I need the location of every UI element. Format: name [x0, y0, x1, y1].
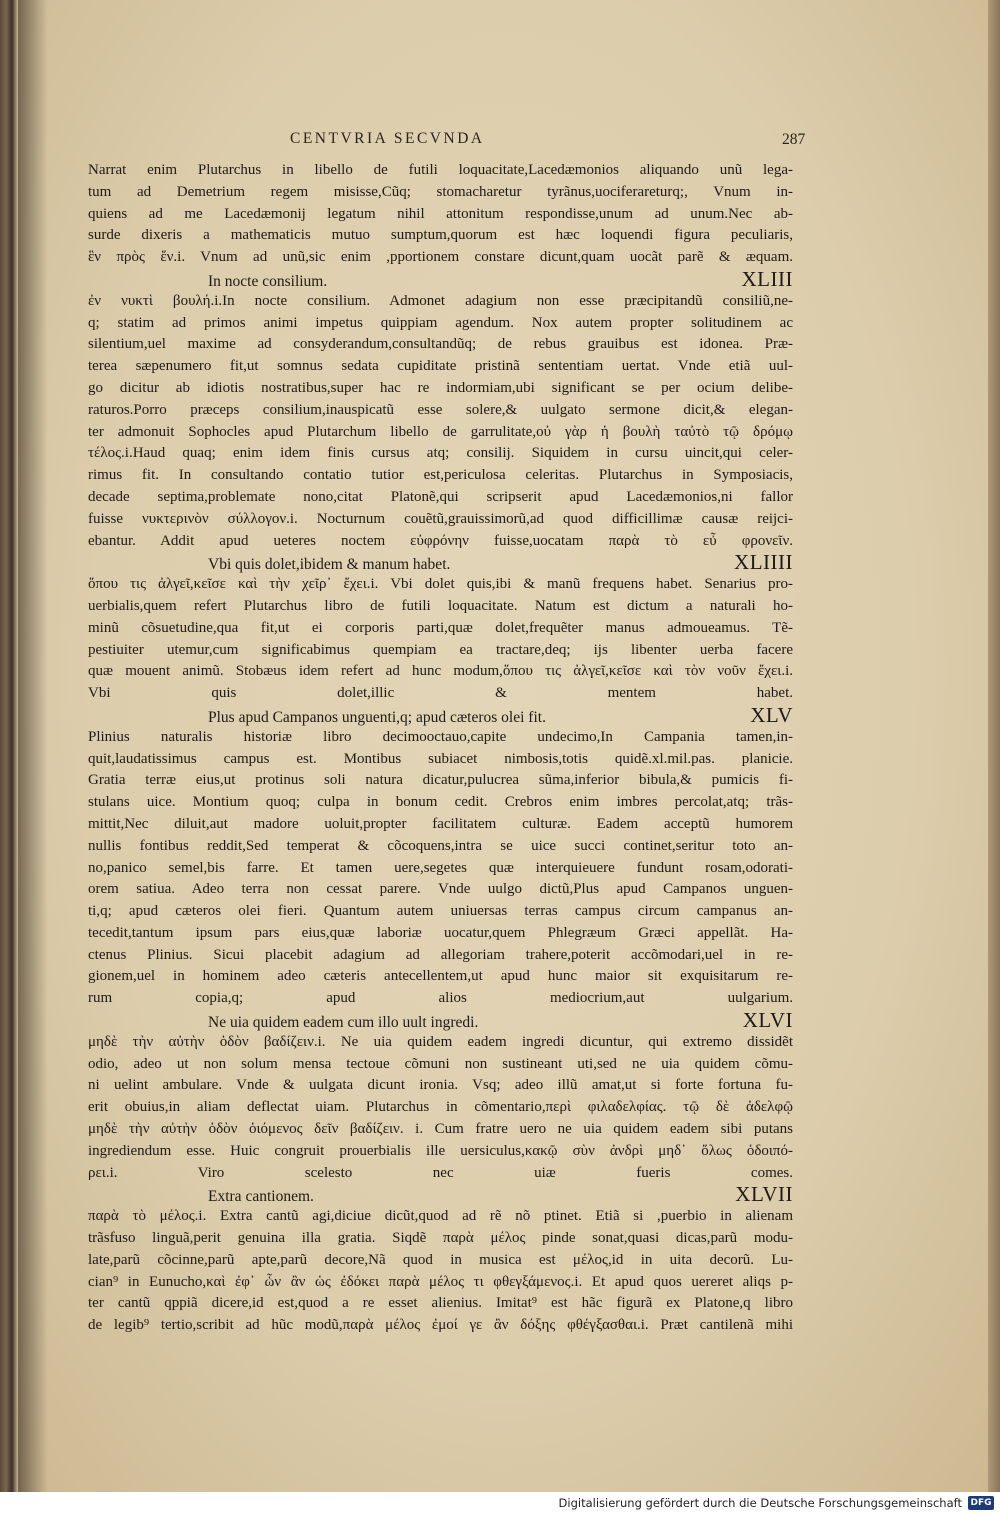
footer-bar: [0, 1492, 1000, 1515]
text-line: minũ cõsuetudine,qua fit,ut ei corporis parti,quæ dolet,frequẽter manus admoueamus. Tẽ-: [88, 619, 793, 636]
adage-number: XLVI: [742, 1008, 793, 1033]
text-line: trãsfuso linguã,perit genuina illa gratia. Siqdẽ παρὰ μέλος pinde sonat,quasi dicas,parũ modu-: [88, 1230, 793, 1247]
adage-number: XLIII: [741, 266, 793, 291]
adage-title: Ne uia quidem eadem cum illo uult ingredi.: [208, 1014, 479, 1032]
text-line: go dicitur ab idiotis nostratibus,super hac re indormiam,ubi significant se per ocium delibe-: [88, 379, 793, 396]
text-line: q; statim ad primos animi impetus quippiam agendum. Nox autem propter solitudinem ac: [88, 314, 793, 331]
text-line: raturos.Porro præceps consilium,inauspicatũ esse solere,& uulgato sermone dicit,& elegan-: [88, 401, 793, 418]
text-line: τέλος.i.Haud quaq; enim idem finis cursus atq; consilĳ. Siquidem in cursu uincit,qui celer-: [88, 445, 793, 462]
text-line: tecedit,tantum ipsum pars eius,quæ laboriæ uocatur,quem Phlegræum Græci appellãt. Ha-: [88, 924, 793, 941]
text-line: tum ad Demetrium regem misisse,Cũq; stomacharetur tyrãnus,uociferareturq;, Vnum in-: [88, 183, 793, 200]
text-line: ρει.i. Viro scelesto nec uiæ fueris comes.: [88, 1164, 793, 1181]
text-line: ni uelint ambulare. Vnde & uulgata dicunt ironia. Vsq; adeo illũ amat,ut si forte fortuna fu-: [88, 1077, 793, 1094]
text-line: no,panico semel,bis farre. Et tamen uere,segetes quæ interquieuere fundunt rosam,odorati-: [88, 859, 793, 876]
text-line: orem satiua. Adeo terra non cessat parere. Vnde uulgo dictũ,Plus apud Campanos unguen-: [88, 881, 793, 898]
text-line: μηδὲ τὴν αὐτὴν ὁδὸν ὁιόμενος δεῖν βαδίζειν. i. Cum fratre uero ne uia quidem eadem sibi putans: [88, 1121, 793, 1138]
text-line: cian⁹ in Eunucho,καὶ ἐφ᾽ ὧν ἂν ὡς ἐδόκει παρὰ μέλος τι φθεγξάμενος.i. Et apud quos uereret aliqs p-: [88, 1273, 793, 1290]
text-line: pestiuiter utemur,cum significabimus quempiam ea tractare,deq; ĳs libenter uerba facere: [88, 641, 793, 658]
text-line: ter admonuit Sophocles apud Plutarchum libello de garrulitate,οὐ γὰρ ἡ βουλὴ ταὐτὸ τῷ δρόμῳ: [88, 423, 793, 440]
text-line: ingrediendum esse. Huic congruit prouerbialis ille uersiculus,κακῷ σὺν ἀνδρὶ μηδ᾽ ὅλως ὁδοιπό-: [88, 1142, 793, 1159]
text-line: ebantur. Addit apud ueteres noctem εὐφρόνην fuisse,uocatam παρὰ τὸ εὖ φρονεῖν.: [88, 532, 793, 549]
text-line: odio, adeo ut non solum mensa tectoue cõmuni non sustineant uti,sed ne uia quidem cõmu-: [88, 1055, 793, 1072]
adage-title: Plus apud Campanos unguenti,q; apud cæteros olei fit.: [208, 708, 546, 726]
page-number: 287: [782, 131, 806, 148]
adage-number: XLVII: [735, 1182, 793, 1207]
text-line: terea sæpenumero fit,ut somnus sedata cupiditate pristinã sententiam uertat. Vnde etiã uul-: [88, 358, 793, 375]
adage-heading: [88, 552, 793, 574]
gutter-shadow: [18, 0, 48, 1492]
text-line: decade septima,problemate nono,citat Platonẽ,qui scripserit apud Lacedæmonios,ni fallor: [88, 488, 793, 505]
text-line: fuisse νυκτερινὸν σύλλογον.i. Nocturnum couẽtũ,grauissimorũ,ad quod difficillimæ causæ reĳci-: [88, 510, 793, 527]
text-line: late,parũ cõcinne,parũ apte,parũ decore,Nã quod in musica est μέλος,id in uita decorũ. Lu-: [88, 1251, 793, 1268]
adage-title: Vbi quis dolet,ibidem & manum habet.: [208, 556, 451, 574]
adage-number: XLV: [750, 702, 793, 727]
text-line: uerbialis,quem refert Plutarchus libro de futili loquacitate. Natum est dictum a naturali ho-: [88, 597, 793, 614]
text-line: ctenus Plinius. Sicui placebit adagium ad allegoriam trahere,poterit accõmodari,uel in re-: [88, 946, 793, 963]
text-line: rimus fit. In consultando contatio tutior est,periculosa celeritas. Plutarchus in Symposiacis,: [88, 467, 793, 484]
text-line: de legib⁹ tertio,scribit ad hũc modũ,παρὰ μέλος ἐμοί γε ἂν δόξης φθέγξασθαι.i. Præt cantilenã mihi: [88, 1317, 793, 1334]
adage-title: Extra cantionem.: [208, 1188, 314, 1206]
footer-credit: Digitalisierung gefördert durch die Deutsche Forschungsgemeinschaft: [558, 1496, 962, 1510]
text-line: quæ mouent animũ. Stobæus idem refert ad hunc modum,ὅπου τις ἀλγεῖ,κεῖσε καὶ τὸν νοῦν ἔχει.i.: [88, 663, 793, 680]
text-line: ti,q; apud cæteros olei fieri. Quantum autem uniuersas terras campus circum campanus an-: [88, 903, 793, 920]
text-line: ἓν πρὸς ἕν.i. Vnum ad unũ,sic enim ,pportionem constare dicunt,quam uocãt parẽ & æquam.: [88, 249, 793, 266]
text-line: Gratia terræ eius,ut protinus soli natura dicatur,pulucrea sũma,inferior bibula,& pumicis fi-: [88, 772, 793, 789]
adage-number: XLIIII: [734, 550, 793, 575]
text-line: rum copia,q; apud alios mediocrium,aut uulgarium.: [88, 990, 793, 1007]
text-line: ὅπου τις ἀλγεῖ,κεῖσε καὶ τὴν χεῖρ᾽ ἔχει.i. Vbi dolet quis,ibi & manũ frequens habet. Senarius pro-: [88, 576, 793, 593]
adage-heading: [88, 266, 793, 291]
adage-heading: [88, 1010, 793, 1032]
running-head: CENTVRIA SECVNDA: [290, 130, 485, 147]
text-line: μηδὲ τὴν αὐτὴν ὁδὸν βαδίζειν.i. Ne uia quidem eadem ingredi dicuntur, qui extremo dissidẽt: [88, 1033, 793, 1050]
text-line: Vbi quis dolet,illic & mentem habet.: [88, 685, 793, 702]
text-line: quit,laudatissimus campus est. Montibus subiacet nimbosis,totis quidẽ.xl.mil.pas. planicie.: [88, 750, 793, 767]
text-line: mittit,Nec diluit,aut madore uoluit,propter facilitatem culturæ. Eadem acceptũ humorem: [88, 815, 793, 832]
text-line: quiens ad me Lacedæmonĳ legatum nihil attonitum respondisse,unum ad unum.Nec ab-: [88, 205, 793, 222]
text-line: erit obuius,in aliam deflectat uiam. Plutarchus in cõmentario,περὶ φιλαδελφίας. τῷ δὲ ἀδελφῷ: [88, 1099, 793, 1116]
text-line: nullis fontibus reddit,Sed temperat & cõcoquens,intra se uice succi continet,seritur toto an-: [88, 837, 793, 854]
text-line: surde dixeris a mathematicis mutuo sumptum,quorum est hæc loquendi figura peculiaris,: [88, 227, 793, 244]
text-line: παρὰ τὸ μέλος.i. Extra cantũ agi,diciue dicũt,quod ad rẽ nõ ptinet. Etiã si ,puerbio in alienam: [88, 1208, 793, 1225]
dfg-logo: DFG: [968, 1496, 994, 1510]
text-line: ter cantũ qppiã dicere,id est,quod a re esset alienius. Imitat⁹ est hãc figurã ex Platone,q libro: [88, 1295, 793, 1312]
adage-heading: [88, 1184, 793, 1206]
adage-heading: [88, 702, 793, 727]
text-line: stulans uice. Montium quoq; culpa in bonum cedit. Crebros enim imbres percolat,atq; trãs-: [88, 794, 793, 811]
text-line: gionem,uel in hominem adeo cæteris antecellentem,ut apud hunc maior sit exquisitarum re-: [88, 968, 793, 985]
adage-title: In nocte consilium.: [208, 272, 328, 290]
text-line: silentium,uel maxime ad consyderandum,consultandũq; de rebus grauibus est idonea. Præ-: [88, 336, 793, 353]
text-line: Narrat enim Plutarchus in libello de futili loquacitate,Lacedæmonios aliquando unũ lega-: [88, 162, 793, 178]
text-line: Plinius naturalis historiæ libro decimooctauo,capite undecimo,In Campania tamen,in-: [88, 728, 793, 745]
text-block: [88, 160, 793, 1337]
text-line: ἐν νυκτὶ βουλή.i.In nocte consilium. Admonet adagium non esse præcipitandũ consiliũ,ne-: [88, 292, 793, 309]
